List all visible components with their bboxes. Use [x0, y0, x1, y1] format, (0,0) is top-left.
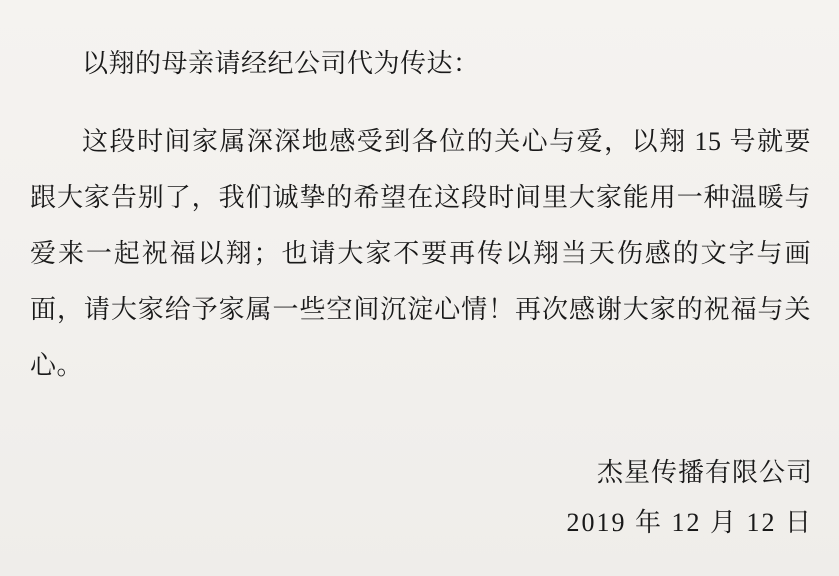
signature-block: [566, 448, 813, 548]
signature-date: 2019 年 12 月 12 日: [566, 508, 813, 537]
signature-company: 杰星传播有限公司: [596, 458, 813, 487]
lead-paragraph: 以翔的母亲请经纪公司代为传达：: [82, 49, 480, 78]
body-paragraph: 这段时间家属深深地感受到各位的关心与爱，以翔 15 号就要跟大家告别了，我们诚挚的希望在这段时间里大家能用一种温暖与爱来一起祝福以翔；也请大家不要再传以翔当天伤感的文字与画面，请大家给予家属一些空间沉淀心情！再次感谢大家的祝福与关心。: [30, 127, 811, 380]
